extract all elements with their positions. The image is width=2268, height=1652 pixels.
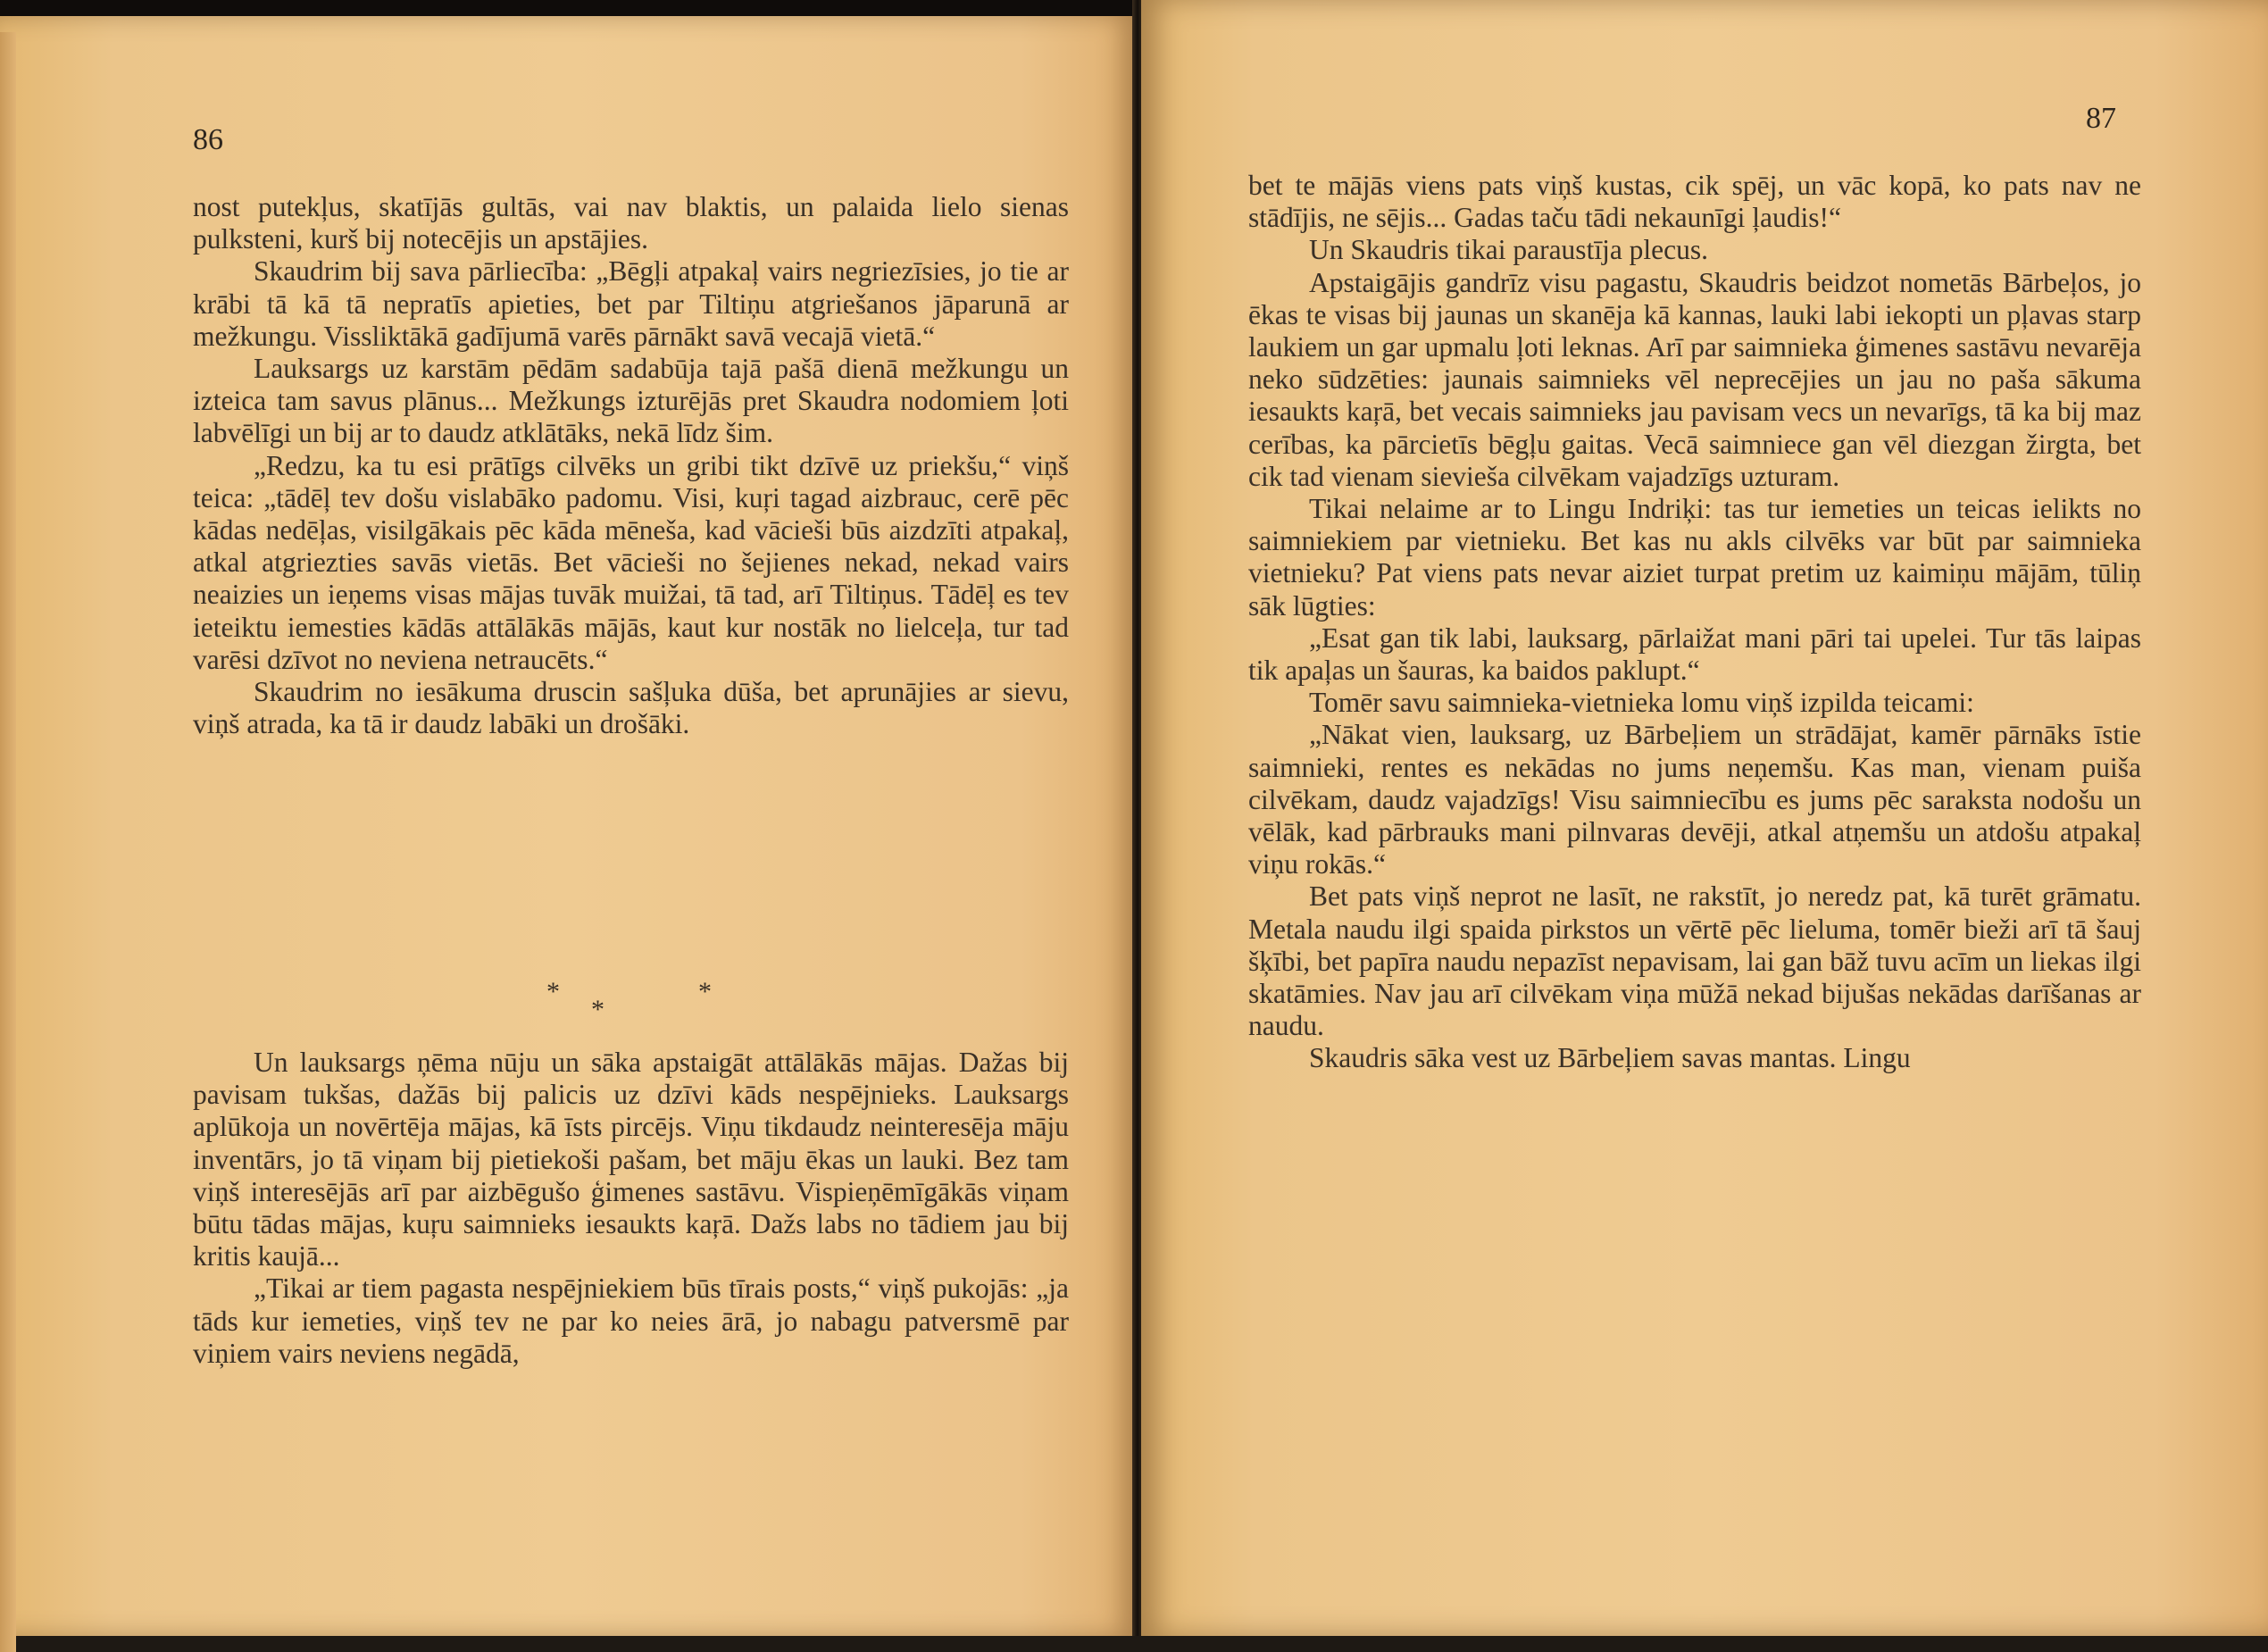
paragraph: nost putekļus, skatījās gultās, vai nav blaktis, un palaida lielo sienas pulksteni, kurš bij notecējis un apstājies.	[193, 191, 1069, 255]
paragraph: „Redzu, ka tu esi prātīgs cilvēks un gribi tikt dzīvē uz priekšu,“ viņš teica: „tādēļ tev došu vislabāko padomu. Visi, kuŗi tagad aizbrauc, cerē pēc kādas nedēļas, visilgākais pēc kāda mēneša, kad vācieši būs aizdzīti atpakaļ, atkal atgriezties savās vietās. Bet vācieši no šejienes nekad, nekad vairs neaizies un ieņems visas mājas tuvāk muižai, tā tad, arī Tiltiņus. Tādēļ es tev ieteiktu iemesties kādās attālākās mājās, kaut kur nostāk no lielceļa, tur tad varēsi dzīvot no neviena netraucēts.“	[193, 449, 1069, 675]
paragraph: „Tikai ar tiem pagasta nespējniekiem būs tīrais posts,“ viņš pukojās: „ja tāds kur iemeties, viņš tev ne par ko neies ārā, jo nabagu patversmē par viņiem vairs neviens negādā,	[193, 1272, 1069, 1369]
paragraph: Skaudrim no iesākuma druscin sašļuka dūša, bet aprunājies ar sievu, viņš atrada, ka tā ir daudz labāki un drošāki.	[193, 676, 1069, 740]
paragraph: „Nākat vien, lauksarg, uz Bārbeļiem un strādājat, kamēr pārnāks īstie saimnieki, rentes es nekādas no jums neņemšu. Kas man, vienam puiša cilvēkam, daudz vajadzīgs! Visu saimniecību es jums pēc saraksta nodošu un vēlāk, kad pārbrauks mani pilnvaras devēji, atkal atņemšu un atdošu atpakaļ viņu rokās.“	[1248, 719, 2141, 880]
paragraph: Un Skaudris tikai paraustīja plecus.	[1309, 234, 1709, 266]
paragraph: Tikai nelaime ar to Lingu Indriķi: tas tur iemeties un teicas ielikts no saimniekiem par vietnieku. Bet kas nu akls cilvēks var būt par saimnieka vietnieku? Pat viens pats nevar aiziet turpat pretim uz kaimiņu mājām, tūliņ sāk lūgties:	[1248, 493, 2141, 622]
paragraph: Lauksargs uz karstām pēdām sadabūja tajā pašā dienā mežkungu un izteica tam savus plānus... Mežkungs izturējās pret Skaudra nodomiem ļoti labvēlīgi un bij ar to daudz atklātāks, nekā līdz šim.	[193, 353, 1069, 449]
paragraph: bet te mājās viens pats viņš kustas, cik spēj, un vāc kopā, ko pats nav ne stādījis, ne sējis... Gadas taču tādi nekaunīgi ļaudis!“	[1248, 170, 2141, 234]
scan-top-border	[0, 0, 1138, 16]
paragraph: Skaudris sāka vest uz Bārbeļiem savas mantas. Lingu	[1309, 1042, 1911, 1074]
section-separator: * * *	[546, 977, 712, 1024]
paragraph: „Esat gan tik labi, lauksarg, pārlaižat mani pāri tai upelei. Tur tās laipas tik apaļas un šauras, ka baidos paklupt.“	[1248, 622, 2141, 687]
paragraph: Un lauksargs ņēma nūju un sāka apstaigāt attālākās mājas. Dažas bij pavisam tukšas, dažās bij palicis uz dzīvi kāds nespējnieks. Lauksargs aplūkoja un novērtēja mājas, kā īsts pircējs. Viņu tikdaudz neinteresēja māju inventārs, jo tā viņam bij pietiekoši pašam, bet māju ēkas un lauki. Bez tam viņš interesējās arī par aizbēgušo ģimenes sastāvu. Vispieņēmīgākās viņam būtu tādas mājas, kuŗu saimnieks iesaukts kaŗā. Dažs labs no tādiem jau bij kritis kaujā...	[193, 1047, 1069, 1272]
paragraph: Apstaigājis gandrīz visu pagastu, Skaudris beidzot nometās Bārbeļos, jo ēkas te visas bij jaunas un skanēja kā kannas, lauki labi iekopti un pļavas starp laukiem un gar upmalu ļoti leknas. Arī par saimnieka ģimenes sastāvu nevarēja neko sūdzēties: jaunais saimnieks vēl neprecējies un jau no paša sākuma iesaukts kaŗā, bet vecais saimnieks jau pavisam vecs un nevarīgs, tā ka bij maz cerības, ka pārcietīs bēgļu gaitas. Vecā saimniece gan vēl diezgan žirgta, bet cik tad vienam sieviešа cilvēkam vajadzīgs uzturam.	[1248, 266, 2141, 492]
left-page-edge	[0, 32, 16, 1652]
right-text-block-1	[1248, 170, 2141, 1075]
right-page	[1141, 0, 2268, 1636]
paragraph: Bet pats viņš neprot ne lasīt, ne rakstīt, jo neredz pat, kā turēt grāmatu. Metala naudu ilgi spaida pirkstos un vērtē pēc lieluma, tomēr bieži arī tā šauj šķībi, bet papīra naudu nepazīst nepavisam, lai gan bāž tuvu acīm un liekas ilgi skatāmies. Nav jau arī cilvēkam viņa mūžā nekad bijušas nekādas darīšanas ar naudu.	[1248, 880, 2141, 1042]
left-text-block-1	[193, 191, 1069, 740]
page-number-right: 87	[2086, 102, 2116, 135]
left-page	[0, 16, 1134, 1636]
paragraph: Tomēr savu saimnieka-vietnieka lomu viņš izpilda teicami:	[1309, 687, 1974, 719]
page-number-left: 86	[193, 123, 223, 156]
paragraph: Skaudrim bij sava pārliecība: „Bēgļi atpakaļ vairs negriezīsies, jo tie ar krābi tā kā tā nepratīs apieties, bet par Tiltiņu atgriešanos jāparunā ar mežkungu. Vissliktākā gadījumā varēs pārnākt savā vecajā vietā.“	[193, 255, 1069, 352]
left-text-block-2	[193, 1047, 1069, 1370]
